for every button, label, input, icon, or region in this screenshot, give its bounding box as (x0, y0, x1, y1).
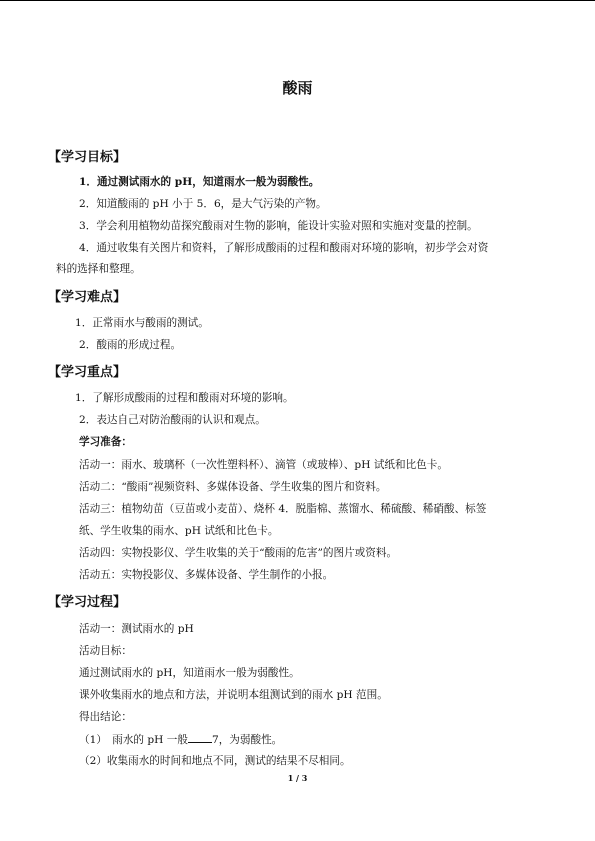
objective-item-continuation: 料的选择和整理。 (56, 263, 141, 275)
section-heading-objectives: 【学习目标】 (48, 150, 127, 165)
prep-activity: 活动三：植物幼苗（豆苗或小麦苗）、烧杯 4．脱脂棉、蒸馏水、稀硫酸、稀硝酸、标签 (79, 503, 487, 515)
page-title: 酸雨 (282, 79, 313, 97)
fill-in-blank[interactable] (188, 732, 212, 743)
process-line: 课外收集雨水的地点和方法，并说明本组测试到的雨水 pH 范围。 (79, 689, 388, 701)
objective-item: 1．通过测试雨水的 pH，知道雨水一般为弱酸性。 (79, 176, 320, 188)
prep-label: 学习准备： (79, 436, 132, 448)
objective-item: 4．通过收集有关图片和资料，了解形成酸雨的过程和酸雨对环境的影响，初步学会对资 (79, 242, 489, 254)
key-point-item: 1．了解形成酸雨的过程和酸雨对环境的影响。 (75, 392, 294, 404)
prep-activity-continuation: 纸、学生收集的雨水、pH 试纸和比色卡。 (79, 525, 279, 537)
process-line: 通过测试雨水的 pH，知道雨水一般为弱酸性。 (79, 667, 300, 679)
conclusion-prefix: （1） 雨水的 pH 一般 (79, 734, 188, 746)
process-line: 得出结论： (79, 711, 132, 723)
key-point-item: 2．表达自己对防治酸雨的认识和观点。 (79, 414, 266, 426)
prep-activity: 活动四：实物投影仪、学生收集的关于“酸雨的危害”的图片或资料。 (79, 547, 398, 559)
top-rule (0, 0, 595, 1)
process-line: 活动目标： (79, 645, 132, 657)
difficulty-item: 2．酸雨的形成过程。 (79, 339, 182, 351)
section-heading-key-points: 【学习重点】 (48, 365, 127, 380)
conclusion-item: （2）收集雨水的时间和地点不同，测试的结果不尽相同。 (79, 755, 351, 767)
page-number: 1 / 3 (287, 773, 308, 783)
prep-activity: 活动一：雨水、玻璃杯（一次性塑料杯）、滴管（或玻棒）、pH 试纸和比色卡。 (79, 459, 448, 471)
section-heading-difficulties: 【学习难点】 (48, 290, 127, 305)
objective-item: 2．知道酸雨的 pH 小于 5．6，是大气污染的产物。 (79, 198, 327, 210)
difficulty-item: 1．正常雨水与酸雨的测试。 (75, 317, 209, 329)
prep-activity: 活动五：实物投影仪、多媒体设备、学生制作的小报。 (79, 569, 334, 581)
prep-activity: 活动二：“酸雨”视频资料、多媒体设备、学生收集的图片和资料。 (79, 481, 387, 493)
objective-item: 3．学会利用植物幼苗探究酸雨对生物的影响，能设计实验对照和实施对变量的控制。 (79, 220, 478, 232)
process-line: 活动一：测试雨水的 pH (79, 623, 194, 635)
section-heading-process: 【学习过程】 (48, 595, 127, 610)
conclusion-item (79, 732, 282, 747)
conclusion-suffix: 7，为弱酸性。 (211, 734, 283, 746)
